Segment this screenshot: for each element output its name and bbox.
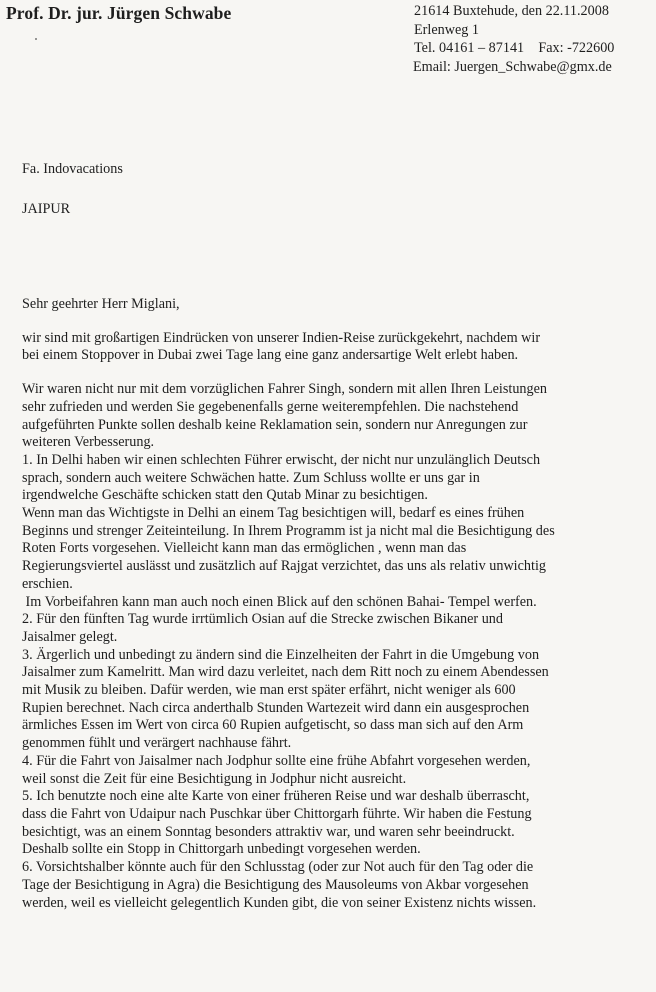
body-line: genommen fühlt und verärgert nachhause fährt. [22,735,292,752]
scan-mark [35,38,37,40]
body-line: Tage der Besichtigung in Agra) die Besichtigung des Mausoleums von Akbar vorgesehen [22,876,529,893]
body-line: sehr zufrieden und werden Sie gegebenenfalls gerne weiterempfehlen. Die nachstehend [22,398,519,415]
email-address: Email: Juergen_Schwabe@gmx.de [413,58,612,75]
body-line: irgendwelche Geschäfte schicken statt den Qutab Minar zu besichtigen. [22,487,428,504]
letter-body [22,296,642,912]
sender-contact-block [414,2,614,76]
body-line: mit Musik zu bleiben. Dafür werden, wie man erst später erfährt, nicht weniger als 600 [22,682,516,699]
recipient-city: JAIPUR [22,201,71,217]
body-line: 1. In Delhi haben wir einen schlechten Führer erwischt, der nicht nur unzulänglich Deutsch [22,451,541,468]
body-line: Deshalb sollte ein Stopp in Chittorgarh unbedingt vorgesehen werden. [22,841,421,858]
body-line: aufgeführten Punkte sollen deshalb keine Reklamation sein, sondern nur Anregungen zur [22,416,528,433]
body-line: 6. Vorsichtshalber könnte auch für den Schlusstag (oder zur Not auch für den Tag oder die [22,859,534,876]
body-line: Beginns und strenger Zeiteinteilung. In Ihrem Programm ist ja nicht mal die Besichtigung des [22,522,555,539]
body-line: wir sind mit großartigen Eindrücken von unserer Indien-Reise zurückgekehrt, nachdem wir [22,329,541,346]
body-line: Regierungsviertel auslässt und zusätzlich auf Rajgat verzichtet, das uns als relativ unwichtig [22,558,546,575]
body-line: 5. Ich benutzte noch eine alte Karte von einer früheren Reise und war deshalb überrascht, [22,788,530,805]
body-line: bei einem Stoppover in Dubai zwei Tage lang eine ganz andersartige Welt erlebt haben. [22,347,519,364]
body-line: erschien. [22,575,73,592]
body-line: 2. Für den fünften Tag wurde irrtümlich Osian auf die Strecke zwischen Bikaner und [22,611,503,628]
street-address: Erlenweg 1 [414,21,480,38]
body-line: 4. Für die Fahrt von Jaisalmer nach Jodphur sollte eine frühe Abfahrt vorgesehen werden, [22,752,531,769]
place-date: 21614 Buxtehude, den 22.11.2008 [414,3,609,19]
body-line: werden, weil es vielleicht gelegentlich Kunden gibt, die von seiner Existenz nichts wissen. [22,894,537,911]
body-line: Wir waren nicht nur mit dem vorzüglichen Fahrer Singh, sondern mit allen Ihren Leistungen [22,381,548,398]
body-line: Rupien berechnet. Nach circa anderthalb Stunden Wartezeit wird dann ein ausgesprochen [22,699,530,716]
body-line: ärmliches Essen im Wert von circa 60 Rupien aufgetischt, so dass man sich auf den Arm [22,717,524,734]
body-line: weiteren Verbesserung. [22,434,155,451]
body-line: dass die Fahrt von Udaipur nach Puschkar über Chittorgarh führte. Wir haben die Festung [22,805,532,822]
recipient-company: Fa. Indovacations [22,161,123,177]
body-line: Im Vorbeifahren kann man auch noch einen Blick auf den schönen Bahai- Tempel werfen. [22,593,537,610]
body-line: besichtigt, was an einem Sonntag besonders attraktiv war, und waren sehr beeindruckt. [22,823,515,840]
body-line: Wenn man das Wichtigste in Delhi an einem Tag besichtigen will, bedarf es eines frühen [22,505,525,522]
body-line: Roten Forts vorgesehen. Vielleicht kann man das ermöglichen , wenn man das [22,540,467,557]
phone-fax: Tel. 04161 – 87141 Fax: -722600 [414,40,615,57]
sender-name: Prof. Dr. jur. Jürgen Schwabe [6,3,232,23]
body-line: 3. Ärgerlich und unbedingt zu ändern sind die Einzelheiten der Fahrt in die Umgebung von [22,646,540,663]
body-line: Jaisalmer gelegt. [22,628,118,645]
body-line: weil sonst die Zeit für eine Besichtigung in Jodphur nicht ausreicht. [22,770,407,787]
body-line: Jaisalmer zum Kamelritt. Man wird dazu verleitet, nach dem Ritt noch zu einem Abendessen [22,664,549,681]
salutation: Sehr geehrter Herr Miglani, [22,296,180,312]
body-line: sprach, sondern auch weitere Schwächen hatte. Zum Schluss wollte er uns gar in [22,469,480,486]
